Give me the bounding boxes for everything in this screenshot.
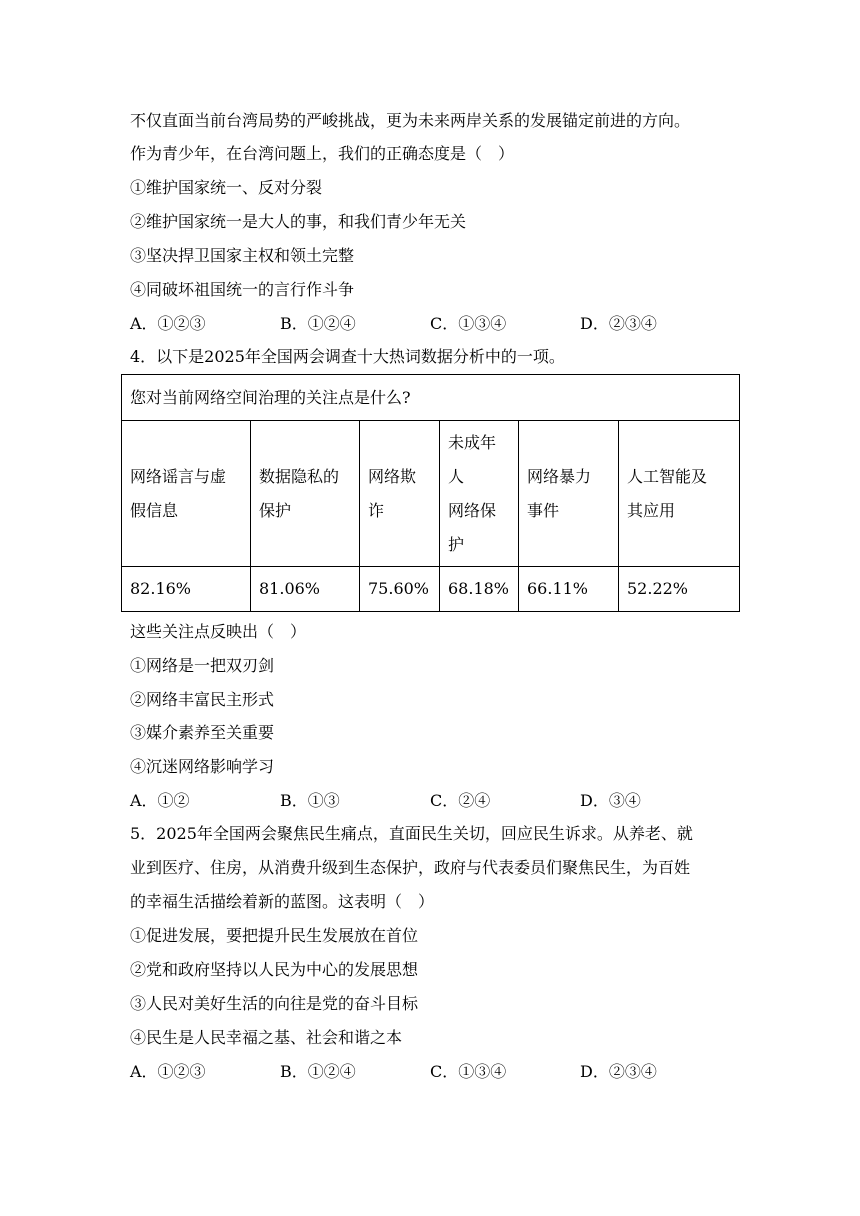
q5-item-2: ②党和政府坚持以人民为中心的发展思想 (130, 960, 419, 979)
q4-option-b: B．①③ (280, 791, 340, 810)
table-header-3: 网络欺 诈 (368, 466, 417, 520)
q3-item-2: ②维护国家统一是大人的事，和我们青少年无关 (130, 212, 467, 231)
q4-item-1: ①网络是一把双刃剑 (130, 656, 275, 675)
table-header-cell (360, 421, 440, 567)
q3-stem-line-1: 不仅直面当前台湾局势的严峻挑战，更为未来两岸关系的发展锚定前进的方向。 (130, 111, 691, 130)
q4-item-3: ③媒介素养至关重要 (130, 723, 275, 742)
table-header-6: 人工智能及 其应用 (627, 466, 708, 520)
q4-item-2: ②网络丰富民主形式 (130, 690, 275, 709)
q5-option-c: C．①③④ (430, 1062, 507, 1081)
table-header-4: 未成年 人 网络保 护 (448, 432, 497, 554)
q3-option-a: A．①②③ (130, 314, 206, 333)
q3-option-c: C．①③④ (430, 314, 507, 333)
table-value-5: 66.11% (519, 567, 619, 612)
q5-option-d: D．②③④ (580, 1062, 657, 1081)
table-header-cell (440, 421, 519, 567)
table-header-cell (251, 421, 360, 567)
table-question-row (122, 375, 740, 421)
table-value-6: 52.22% (619, 567, 740, 612)
q4-option-d: D．③④ (580, 791, 641, 810)
q5-item-3: ③人民对美好生活的向往是党的奋斗目标 (130, 994, 419, 1013)
table-header-5: 网络暴力 事件 (527, 466, 592, 520)
q3-item-1: ①维护国家统一、反对分裂 (130, 178, 323, 197)
q4-option-a: A．①② (130, 791, 190, 810)
table-header-cell (122, 421, 251, 567)
q3-item-3: ③坚决捍卫国家主权和领土完整 (130, 246, 355, 265)
q5-stem-line-3: 的幸福生活描绘着新的蓝图。这表明（ ） (130, 892, 435, 911)
table-header-2: 数据隐私的 保护 (259, 466, 340, 520)
table-value-row (122, 567, 740, 612)
table-value-1: 82.16% (122, 567, 251, 612)
q5-option-b: B．①②④ (280, 1062, 356, 1081)
table-value-2: 81.06% (251, 567, 360, 612)
q5-item-1: ①促进发展，要把提升民生发展放在首位 (130, 926, 419, 945)
q4-stem: 4．以下是2025年全国两会调查十大热词数据分析中的一项。 (130, 347, 565, 366)
table-value-4: 68.18% (440, 567, 519, 612)
q3-item-4: ④同破坏祖国统一的言行作斗争 (130, 280, 355, 299)
q4-prompt: 这些关注点反映出（ ） (130, 622, 307, 641)
table-question: 您对当前网络空间治理的关注点是什么? (130, 387, 411, 407)
q4-item-4: ④沉迷网络影响学习 (130, 757, 275, 776)
q5-stem-line-2: 业到医疗、住房，从消费升级到生态保护，政府与代表委员们聚焦民生，为百姓 (130, 858, 691, 877)
q5-stem-line-1: 5．2025年全国两会聚焦民生痛点，直面民生关切，回应民生诉求。从养老、就 (130, 824, 693, 843)
table-header-cell (519, 421, 619, 567)
table-header-row (122, 421, 740, 567)
q3-option-d: D．②③④ (580, 314, 657, 333)
survey-table (121, 374, 740, 612)
table-header-1: 网络谣言与虚 假信息 (130, 466, 227, 520)
q3-option-b: B．①②④ (280, 314, 356, 333)
q5-item-4: ④民生是人民幸福之基、社会和谐之本 (130, 1028, 403, 1047)
q5-option-a: A．①②③ (130, 1062, 206, 1081)
table-value-3: 75.60% (360, 567, 440, 612)
table-question-cell (122, 375, 740, 421)
q3-stem-line-2: 作为青少年，在台湾问题上，我们的正确态度是（ ） (130, 144, 515, 163)
table-header-cell (619, 421, 740, 567)
q4-option-c: C．②④ (430, 791, 491, 810)
